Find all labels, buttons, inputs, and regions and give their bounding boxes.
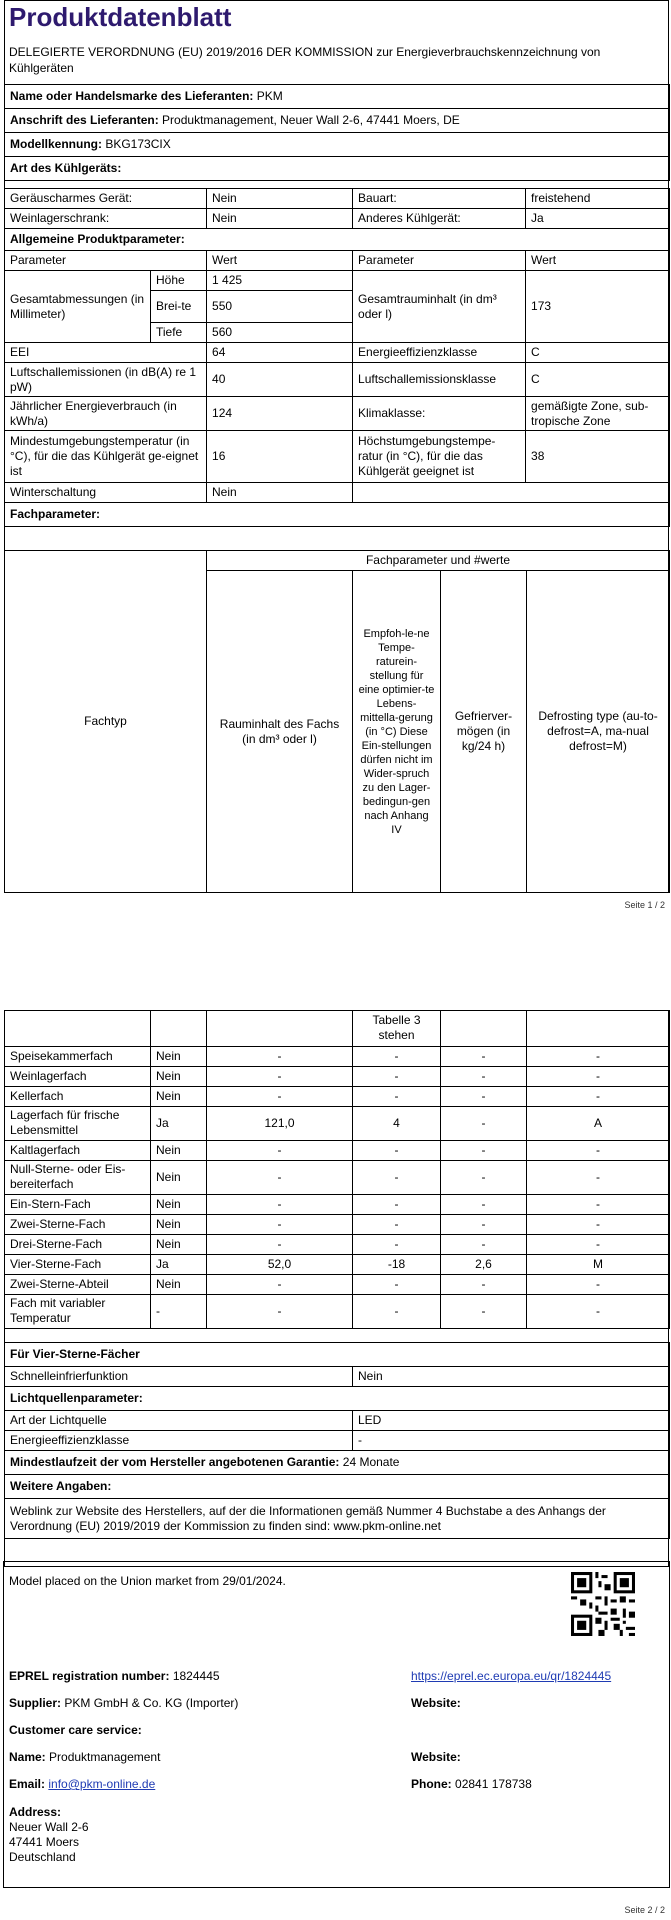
empty-cell (353, 483, 670, 503)
compartment-temp: - (353, 1066, 441, 1086)
four-star-heading: Für Vier-Sterne-Fächer (5, 1343, 670, 1367)
eprel-care-label: Customer care service: (9, 1723, 142, 1737)
compartment-present: Nein (151, 1160, 207, 1194)
compartment-name: Zwei-Sterne-Abteil (5, 1274, 151, 1294)
light-source-heading: Lichtquellenparameter: (5, 1387, 670, 1411)
energy-class-value: C (526, 343, 670, 363)
min-temp-label: Mindestumgebungstemperatur (in °C), für die das Kühlgerät ge-eignet ist (5, 431, 207, 483)
model-id-row: Modellkennung: BKG173CIX (5, 133, 670, 157)
energy-consumption-value: 124 (207, 397, 353, 431)
eprel-supplier-row: Supplier: PKM GmbH & Co. KG (Importer) (9, 1696, 239, 1710)
height-label: Höhe (151, 271, 207, 291)
page-2 (0, 1010, 671, 1915)
compartment-defrost: M (527, 1254, 670, 1274)
noise-class-label: Luftschallemissionsklasse (353, 363, 526, 397)
compartment-temp: - (353, 1194, 441, 1214)
min-temp-value: 16 (207, 431, 353, 483)
col-compartment-volume: Rauminhalt des Fachs (in dm³ oder l) (207, 571, 353, 893)
noise-label: Luftschallemissionen (in dB(A) re 1 pW) (5, 363, 207, 397)
compartment-name: Lagerfach für frische Lebensmittel (5, 1106, 151, 1140)
eprel-website-label: Website: (411, 1696, 461, 1710)
noise-value: 40 (207, 363, 353, 397)
continued-cell (5, 1010, 151, 1046)
table-row (5, 1234, 670, 1254)
compartment-temp: - (353, 1214, 441, 1234)
page-number-1: Seite 1 / 2 (624, 900, 665, 910)
compartment-present: Nein (151, 1066, 207, 1086)
light-class-label: Energieeffizienzklasse (5, 1431, 353, 1451)
compartment-name: Vier-Sterne-Fach (5, 1254, 151, 1274)
compartment-present: Nein (151, 1234, 207, 1254)
compartment-name: Null-Sterne- oder Eis-bereiterfach (5, 1160, 151, 1194)
total-volume-value: 173 (526, 271, 670, 343)
compartment-freeze: - (441, 1046, 527, 1066)
eprel-reg-row: EPREL registration number: 1824445 (9, 1669, 220, 1683)
continued-cell (441, 1010, 527, 1046)
eei-label: EEI (5, 343, 207, 363)
climate-class-label: Klimaklasse: (353, 397, 526, 431)
general-heading: Allgemeine Produktparameter: (5, 229, 670, 251)
regulation-intro: DELEGIERTE VERORDNUNG (EU) 2019/2016 DER KOMMISSION zur Energieverbrauchskennzeichnung von Kühlgeräten (9, 45, 601, 75)
col-freezing-capacity: Gefrierver-mögen (in kg/24 h) (441, 571, 527, 893)
table-row (5, 1194, 670, 1214)
compartment-name: Weinlagerfach (5, 1066, 151, 1086)
compartment-temp: - (353, 1294, 441, 1328)
eprel-email-row: Email: info@pkm-online.de (9, 1777, 156, 1791)
compartment-freeze: - (441, 1106, 527, 1140)
eprel-url-link[interactable]: https://eprel.ec.europa.eu/qr/1824445 (411, 1669, 612, 1683)
max-temp-label: Höchstumgebungstempe-ratur (in °C), für die das Kühlgerät geeignet ist (353, 431, 526, 483)
compartment-freeze: - (441, 1294, 527, 1328)
compartment-temp: -18 (353, 1254, 441, 1274)
compartment-defrost: - (527, 1234, 670, 1254)
total-volume-label: Gesamtrauminhalt (in dm³ oder l) (353, 271, 526, 343)
compartment-present: Nein (151, 1194, 207, 1214)
page-title: Produktdatenblatt (9, 2, 232, 32)
table-row (5, 1274, 670, 1294)
compartment-temp: - (353, 1046, 441, 1066)
compartment-name: Kaltlagerfach (5, 1140, 151, 1160)
compartment-freeze: - (441, 1214, 527, 1234)
table-row (5, 1066, 670, 1086)
compartment-volume: - (207, 1046, 353, 1066)
other-device-value: Ja (526, 209, 670, 229)
compartment-volume: - (207, 1234, 353, 1254)
compartment-rows-table (4, 1010, 670, 1329)
compartment-freeze: - (441, 1194, 527, 1214)
eprel-address-line2: 47441 Moers (9, 1835, 80, 1849)
device-type-heading: Art des Kühlgeräts: (5, 157, 670, 181)
compartment-defrost: - (527, 1046, 670, 1066)
col-parameter-2: Parameter (353, 251, 526, 271)
table-row (5, 1160, 670, 1194)
compartment-name: Speisekammerfach (5, 1046, 151, 1066)
compartment-volume: - (207, 1066, 353, 1086)
table-row (5, 1086, 670, 1106)
width-value: 550 (207, 291, 353, 323)
energy-consumption-label: Jährlicher Energieverbrauch (in kWh/a) (5, 397, 207, 431)
wine-cabinet-label: Weinlagerschrank: (5, 209, 207, 229)
compartment-defrost: - (527, 1294, 670, 1328)
table-row (5, 1214, 670, 1234)
low-noise-value: Nein (207, 189, 353, 209)
eei-value: 64 (207, 343, 353, 363)
compartment-volume: - (207, 1140, 353, 1160)
compartment-defrost: - (527, 1214, 670, 1234)
col-compartment-type: Fachtyp (5, 551, 207, 893)
compartment-temp: - (353, 1234, 441, 1254)
col-value-2: Wert (526, 251, 670, 271)
table-row (5, 1046, 670, 1066)
col-recommended-temp-cont: Tabelle 3 stehen (353, 1010, 441, 1046)
qr-code-icon (571, 1572, 635, 1636)
eprel-address-label: Address: (9, 1805, 62, 1819)
winter-switch-value: Nein (207, 483, 353, 503)
general-params-table (4, 188, 670, 527)
compartment-volume: - (207, 1294, 353, 1328)
table-row (5, 1140, 670, 1160)
compartment-name: Fach mit variabler Temperatur (5, 1294, 151, 1328)
compartment-volume: - (207, 1160, 353, 1194)
compartment-defrost: - (527, 1140, 670, 1160)
col-parameter: Parameter (5, 251, 207, 271)
page-number-2: Seite 2 / 2 (624, 1905, 665, 1915)
design-value: freistehend (526, 189, 670, 209)
climate-class-value: gemäßigte Zone, sub-tropische Zone (526, 397, 670, 431)
compartment-volume: - (207, 1274, 353, 1294)
low-noise-label: Geräuscharmes Gerät: (5, 189, 207, 209)
supplier-address-row: Anschrift des Lieferanten: Produktmanagement, Neuer Wall 2-6, 47441 Moers, DE (5, 109, 670, 133)
compartment-name: Drei-Sterne-Fach (5, 1234, 151, 1254)
compartment-temp: 4 (353, 1106, 441, 1140)
continued-cell (207, 1010, 353, 1046)
table-row (5, 1106, 670, 1140)
quick-freeze-value: Nein (353, 1367, 670, 1387)
compartment-present: Nein (151, 1274, 207, 1294)
table-row (5, 1254, 670, 1274)
compartment-temp: - (353, 1160, 441, 1194)
compartment-temp: - (353, 1086, 441, 1106)
continued-cell (151, 1010, 207, 1046)
compartment-present: Nein (151, 1086, 207, 1106)
compartment-name: Zwei-Sterne-Fach (5, 1214, 151, 1234)
max-temp-value: 38 (526, 431, 670, 483)
design-label: Bauart: (353, 189, 526, 209)
compartment-defrost: - (527, 1086, 670, 1106)
depth-label: Tiefe (151, 323, 207, 343)
compartment-group-header: Fachparameter und #werte (207, 551, 670, 571)
col-defrost-type: Defrosting type (au-to-defrost=A, ma-nual defrost=M) (527, 571, 670, 893)
energy-class-label: Energieeffizienzklasse (353, 343, 526, 363)
compartment-freeze: - (441, 1140, 527, 1160)
height-value: 1 425 (207, 271, 353, 291)
dimensions-label: Gesamtabmessungen (in Millimeter) (5, 271, 151, 343)
compartment-freeze: - (441, 1234, 527, 1254)
compartment-freeze: 2,6 (441, 1254, 527, 1274)
further-info-text: Weblink zur Website des Herstellers, auf der die Informationen gemäß Nummer 4 Buchstabe a des Anhangs der Verordnung (EU) 2019/2019 der Kommission zu finden sind: www.pkm-online.net (5, 1499, 670, 1539)
compartment-volume: 121,0 (207, 1106, 353, 1140)
eprel-name-row: Name: Produktmanagement (9, 1750, 161, 1764)
light-type-label: Art der Lichtquelle (5, 1411, 353, 1431)
compartment-volume: - (207, 1086, 353, 1106)
light-class-value: - (353, 1431, 670, 1451)
eprel-address-line3: Deutschland (9, 1850, 76, 1864)
compartment-header-table (4, 550, 670, 893)
compartments-heading: Fachparameter: (5, 503, 670, 527)
other-device-label: Anderes Kühlgerät: (353, 209, 526, 229)
compartment-present: Nein (151, 1140, 207, 1160)
compartment-freeze: - (441, 1066, 527, 1086)
continued-cell (527, 1010, 670, 1046)
compartment-defrost: - (527, 1066, 670, 1086)
compartment-present: Ja (151, 1106, 207, 1140)
table-row (5, 1294, 670, 1328)
compartment-name: Ein-Stern-Fach (5, 1194, 151, 1214)
compartment-present: Nein (151, 1214, 207, 1234)
eprel-phone-row: Phone: 02841 178738 (411, 1777, 532, 1791)
eprel-website2-label: Website: (411, 1750, 461, 1764)
width-label: Brei-te (151, 291, 207, 323)
col-value: Wert (207, 251, 353, 271)
light-type-value: LED (353, 1411, 670, 1431)
further-info-heading: Weitere Angaben: (5, 1475, 670, 1499)
compartment-freeze: - (441, 1274, 527, 1294)
compartment-name: Kellerfach (5, 1086, 151, 1106)
quick-freeze-label: Schnelleinfrierfunktion (5, 1367, 353, 1387)
eprel-placed-text: Model placed on the Union market from 29/01/2024. (9, 1574, 286, 1588)
winter-switch-label: Winterschaltung (5, 483, 207, 503)
compartment-defrost: A (527, 1106, 670, 1140)
eprel-email-link[interactable]: info@pkm-online.de (48, 1777, 156, 1791)
compartment-present: Nein (151, 1046, 207, 1066)
compartment-volume: - (207, 1214, 353, 1234)
col-recommended-temp: Empfoh-le-ne Tempe-raturein-stellung für eine optimier-te Lebens-mittella-gerung (in °C) Diese Ein-stellungen dürfen nicht im Wider-spruch zu den Lager-bedingun-gen nach Anhang IV (353, 571, 441, 893)
supplier-name-row: Name oder Handelsmarke des Lieferanten: PKM (5, 85, 670, 109)
warranty-row: Mindestlaufzeit der vom Hersteller angebotenen Garantie: 24 Monate (5, 1451, 670, 1475)
supplier-table (4, 84, 670, 181)
compartment-defrost: - (527, 1274, 670, 1294)
compartment-volume: - (207, 1194, 353, 1214)
compartment-defrost: - (527, 1194, 670, 1214)
compartment-freeze: - (441, 1086, 527, 1106)
compartment-volume: 52,0 (207, 1254, 353, 1274)
eprel-address-line1: Neuer Wall 2-6 (9, 1820, 89, 1834)
noise-class-value: C (526, 363, 670, 397)
compartment-temp: - (353, 1140, 441, 1160)
depth-value: 560 (207, 323, 353, 343)
compartment-temp: - (353, 1274, 441, 1294)
compartment-present: Ja (151, 1254, 207, 1274)
wine-cabinet-value: Nein (207, 209, 353, 229)
lower-params-table (4, 1342, 670, 1539)
compartment-present: - (151, 1294, 207, 1328)
compartment-freeze: - (441, 1160, 527, 1194)
compartment-defrost: - (527, 1160, 670, 1194)
page-1 (0, 0, 671, 910)
